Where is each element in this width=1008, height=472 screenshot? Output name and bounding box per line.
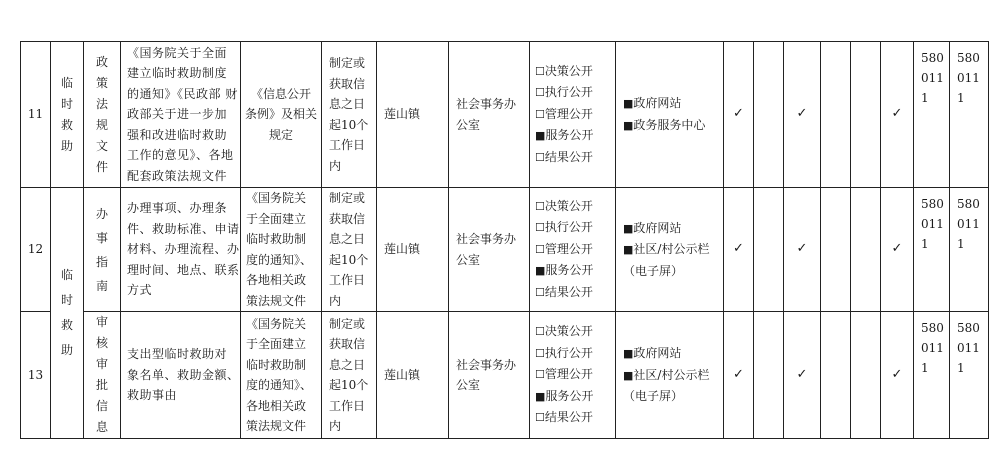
code-line: 011 — [921, 71, 944, 85]
scope-option — [535, 239, 610, 261]
subitem-char: 规 — [95, 117, 108, 132]
check-cell: ✓ — [881, 42, 914, 188]
subitem-char: 息 — [95, 420, 108, 434]
basis-line: 于全面建立 — [246, 337, 307, 351]
code-line: 580 — [921, 321, 944, 335]
subitem-char: 件 — [95, 159, 108, 174]
table-body — [21, 42, 989, 439]
item-char: 临 — [60, 268, 73, 282]
dept-line: 公室 — [456, 252, 481, 267]
basis-cell — [241, 42, 322, 188]
subitem-char: 批 — [95, 378, 108, 392]
item-char: 时 — [60, 293, 73, 307]
content-line: 建立临时救助制度 — [127, 66, 228, 81]
channel-label: 社区/村公示栏 — [633, 367, 710, 382]
check-cell — [851, 42, 881, 188]
subitem-char: 法 — [95, 96, 108, 111]
channel-cell — [616, 42, 724, 188]
content-line: 件、救助标准、申请 — [127, 221, 240, 236]
content-line: 方式 — [127, 283, 153, 298]
content-cell — [121, 312, 241, 439]
code-line: 1 — [921, 237, 929, 251]
subitem-char: 政 — [95, 54, 108, 69]
channel-label: 政府网站 — [633, 96, 682, 110]
channel-item — [623, 239, 716, 261]
time-cell — [322, 42, 377, 188]
basis-line: 临时救助制 — [246, 232, 307, 246]
basis-line: 策法规文件 — [246, 419, 307, 433]
subitem-cell — [84, 312, 121, 439]
white-square-icon: ☐ — [535, 346, 545, 360]
scope-label: 执行公开 — [544, 85, 593, 100]
channel-item — [623, 115, 716, 137]
time-line: 工作日 — [329, 138, 366, 152]
black-square-icon: ■ — [623, 97, 634, 110]
content-line: 理时间、地点、联系 — [127, 262, 240, 277]
basis-cell — [241, 312, 322, 439]
white-square-icon: ☐ — [535, 221, 545, 235]
dept-line: 社会事务办 — [456, 357, 517, 372]
subitem-char: 南 — [95, 278, 108, 293]
code-cell — [950, 42, 989, 188]
check-cell — [821, 42, 851, 188]
dept-line: 公室 — [456, 378, 481, 392]
subitem-char: 指 — [95, 254, 108, 269]
subitem-char: 审 — [95, 357, 108, 371]
black-square-icon: ■ — [623, 118, 634, 132]
check-cell — [754, 42, 784, 188]
time-line: 制定或 — [329, 56, 366, 70]
time-line: 息之日 — [329, 232, 366, 246]
scope-label: 管理公开 — [544, 367, 593, 382]
content-line: 工作的意见》、各地 — [127, 148, 234, 163]
item-char: 助 — [60, 343, 73, 357]
code-line: 1 — [921, 361, 929, 375]
check-cell: ✓ — [724, 42, 754, 188]
content-cell — [121, 188, 241, 312]
check-cell — [851, 188, 881, 312]
code-line: 580 — [921, 51, 944, 65]
check-cell: ✓ — [784, 312, 821, 439]
scope-option — [535, 343, 610, 365]
check-cell: ✓ — [881, 312, 914, 439]
basis-line: 临时救助制 — [246, 357, 307, 372]
dept-cell — [449, 312, 530, 439]
code-cell — [950, 312, 989, 439]
basis-line: 各地相关政 — [246, 273, 307, 287]
disclosure-table — [20, 41, 989, 439]
scope-label: 执行公开 — [544, 220, 593, 235]
code-line: 580 — [957, 197, 980, 211]
white-square-icon: ☐ — [535, 411, 545, 425]
white-square-icon: ☐ — [535, 285, 545, 299]
scope-cell — [530, 312, 616, 439]
basis-line: 《信息公开 — [250, 86, 311, 101]
channel-label: 社区/村公示栏 — [633, 242, 710, 257]
item-char: 临 — [60, 75, 73, 90]
white-square-icon: ☐ — [535, 199, 545, 213]
white-square-icon: ☐ — [535, 242, 545, 256]
time-line: 内 — [329, 158, 342, 173]
time-line: 起10个 — [329, 117, 369, 132]
scope-label: 结果公开 — [544, 149, 593, 164]
scope-option — [535, 82, 610, 104]
scope-label: 服务公开 — [545, 388, 594, 403]
channel-label: 政府网站 — [633, 346, 682, 361]
scope-label: 服务公开 — [545, 263, 594, 278]
black-square-icon: ■ — [623, 347, 634, 361]
white-square-icon: ☐ — [535, 368, 545, 382]
code-line: 011 — [957, 217, 980, 231]
channel-label: 政府网站 — [633, 220, 682, 235]
content-line: 的通知》《民政部 财 — [127, 86, 238, 101]
subitem-char: 策 — [95, 75, 108, 90]
black-square-icon: ■ — [623, 368, 634, 382]
scope-label: 决策公开 — [544, 324, 593, 339]
row-number: 13 — [21, 312, 51, 439]
item-char: 助 — [60, 138, 73, 153]
code-line: 580 — [957, 321, 980, 335]
item-char: 时 — [60, 96, 73, 111]
table-row — [21, 42, 989, 188]
check-cell — [754, 188, 784, 312]
content-line: 配套政策法规文件 — [127, 168, 228, 183]
check-cell — [851, 312, 881, 439]
channel-cell — [616, 312, 724, 439]
scope-option — [535, 407, 610, 429]
channel-cell — [616, 188, 724, 312]
subitem-cell — [84, 42, 121, 188]
time-line: 息之日 — [329, 357, 366, 372]
code-line: 1 — [921, 91, 929, 105]
channel-label: （电子屏） — [623, 263, 684, 278]
subitem-cell — [84, 188, 121, 312]
code-line: 011 — [957, 71, 980, 85]
item-char: 救 — [60, 318, 73, 332]
content-line: 象名单、救助金额、 — [127, 367, 240, 382]
code-line: 580 — [921, 197, 944, 211]
subitem-char: 事 — [95, 230, 108, 245]
white-square-icon: ☐ — [535, 64, 545, 78]
white-square-icon: ☐ — [535, 107, 545, 121]
basis-line: 度的通知》、 — [246, 378, 313, 392]
subitem-char: 核 — [95, 336, 108, 350]
time-line: 息之日 — [329, 97, 366, 111]
item-cell — [51, 42, 84, 188]
scope-option — [535, 386, 610, 408]
time-line: 工作日 — [329, 273, 366, 287]
code-cell — [914, 42, 950, 188]
content-cell — [121, 42, 241, 188]
content-line: 政部关于进一步加 — [127, 107, 228, 122]
dept-line: 社会事务办 — [456, 97, 517, 111]
time-line: 制定或 — [329, 316, 366, 331]
code-line: 580 — [957, 51, 980, 65]
code-cell — [914, 188, 950, 312]
check-cell: ✓ — [784, 42, 821, 188]
table-row — [21, 312, 989, 439]
check-cell: ✓ — [881, 188, 914, 312]
basis-line: 条例》及相关 — [244, 107, 317, 122]
check-cell — [754, 312, 784, 439]
code-line: 1 — [957, 237, 965, 251]
channel-label: 政务服务中心 — [633, 117, 706, 132]
dept-line: 公室 — [456, 117, 481, 132]
time-line: 起10个 — [329, 252, 369, 267]
dept-cell — [449, 188, 530, 312]
code-cell — [950, 188, 989, 312]
time-cell — [322, 312, 377, 439]
channel-item — [623, 218, 716, 240]
content-line: 材料、办理流程、办 — [127, 242, 240, 257]
channel-item — [623, 343, 716, 365]
scope-option — [535, 196, 610, 218]
scope-option — [535, 282, 610, 304]
scope-label: 决策公开 — [544, 63, 593, 78]
dept-line: 社会事务办 — [456, 232, 517, 246]
time-line: 获取信 — [329, 211, 366, 226]
scope-option — [535, 364, 610, 386]
code-line: 011 — [921, 217, 944, 231]
scope-option — [535, 125, 610, 147]
basis-line: 《国务院关 — [246, 191, 307, 205]
content-line: 强和改进临时救助 — [127, 127, 228, 142]
black-square-icon: ■ — [535, 129, 546, 143]
subject-cell: 莲山镇 — [377, 42, 449, 188]
basis-cell — [241, 188, 322, 312]
time-line: 内 — [329, 293, 342, 308]
code-line: 1 — [957, 91, 965, 105]
black-square-icon: ■ — [535, 389, 546, 403]
basis-line: 于全面建立 — [246, 211, 307, 226]
time-line: 工作日 — [329, 398, 366, 413]
check-cell — [821, 188, 851, 312]
scope-label: 管理公开 — [544, 106, 593, 121]
scope-cell — [530, 188, 616, 312]
code-line: 011 — [921, 341, 944, 355]
code-cell — [914, 312, 950, 439]
scope-option — [535, 217, 610, 239]
basis-line: 策法规文件 — [246, 293, 307, 308]
table-row — [21, 188, 989, 312]
scope-label: 决策公开 — [544, 198, 593, 213]
scope-option — [535, 61, 610, 83]
scope-cell — [530, 42, 616, 188]
check-cell: ✓ — [784, 188, 821, 312]
time-cell — [322, 188, 377, 312]
item-cell-merged — [51, 188, 84, 439]
channel-item — [623, 93, 716, 115]
time-line: 内 — [329, 419, 342, 433]
check-cell — [821, 312, 851, 439]
basis-line: 规定 — [268, 127, 293, 142]
row-number: 11 — [21, 42, 51, 188]
scope-option — [535, 321, 610, 343]
subitem-char: 审 — [95, 315, 108, 329]
time-line: 制定或 — [329, 191, 366, 205]
dept-cell — [449, 42, 530, 188]
channel-item — [623, 365, 716, 387]
channel-label: （电子屏） — [623, 389, 684, 404]
code-line: 1 — [957, 361, 965, 375]
row-number: 12 — [21, 188, 51, 312]
subitem-char: 办 — [95, 206, 108, 221]
black-square-icon: ■ — [623, 221, 634, 235]
black-square-icon: ■ — [535, 264, 546, 278]
subject-cell: 莲山镇 — [377, 188, 449, 312]
scope-label: 执行公开 — [544, 345, 593, 360]
basis-line: 《国务院关 — [246, 316, 307, 331]
scope-label: 结果公开 — [544, 284, 593, 299]
scope-label: 管理公开 — [544, 241, 593, 256]
white-square-icon: ☐ — [535, 86, 545, 100]
check-cell: ✓ — [724, 312, 754, 439]
scope-label: 结果公开 — [544, 410, 593, 425]
white-square-icon: ☐ — [535, 150, 545, 164]
subitem-char: 文 — [95, 138, 108, 153]
content-line: 支出型临时救助对 — [127, 347, 228, 362]
basis-line: 各地相关政 — [246, 398, 307, 413]
scope-option — [535, 104, 610, 126]
white-square-icon: ☐ — [535, 325, 545, 339]
black-square-icon: ■ — [623, 243, 634, 257]
basis-line: 度的通知》、 — [246, 252, 313, 267]
subject-cell: 莲山镇 — [377, 312, 449, 439]
code-line: 011 — [957, 341, 980, 355]
scope-label: 服务公开 — [545, 128, 594, 143]
subitem-char: 信 — [95, 399, 108, 413]
time-line: 获取信 — [329, 76, 366, 91]
time-line: 起10个 — [329, 378, 369, 392]
item-char: 救 — [60, 117, 73, 132]
scope-option — [535, 260, 610, 282]
content-line: 《国务院关于全面 — [127, 45, 228, 60]
time-line: 获取信 — [329, 337, 366, 351]
check-cell: ✓ — [724, 188, 754, 312]
content-line: 办理事项、办理条 — [127, 201, 228, 216]
content-line: 救助事由 — [127, 388, 178, 403]
scope-option — [535, 147, 610, 169]
